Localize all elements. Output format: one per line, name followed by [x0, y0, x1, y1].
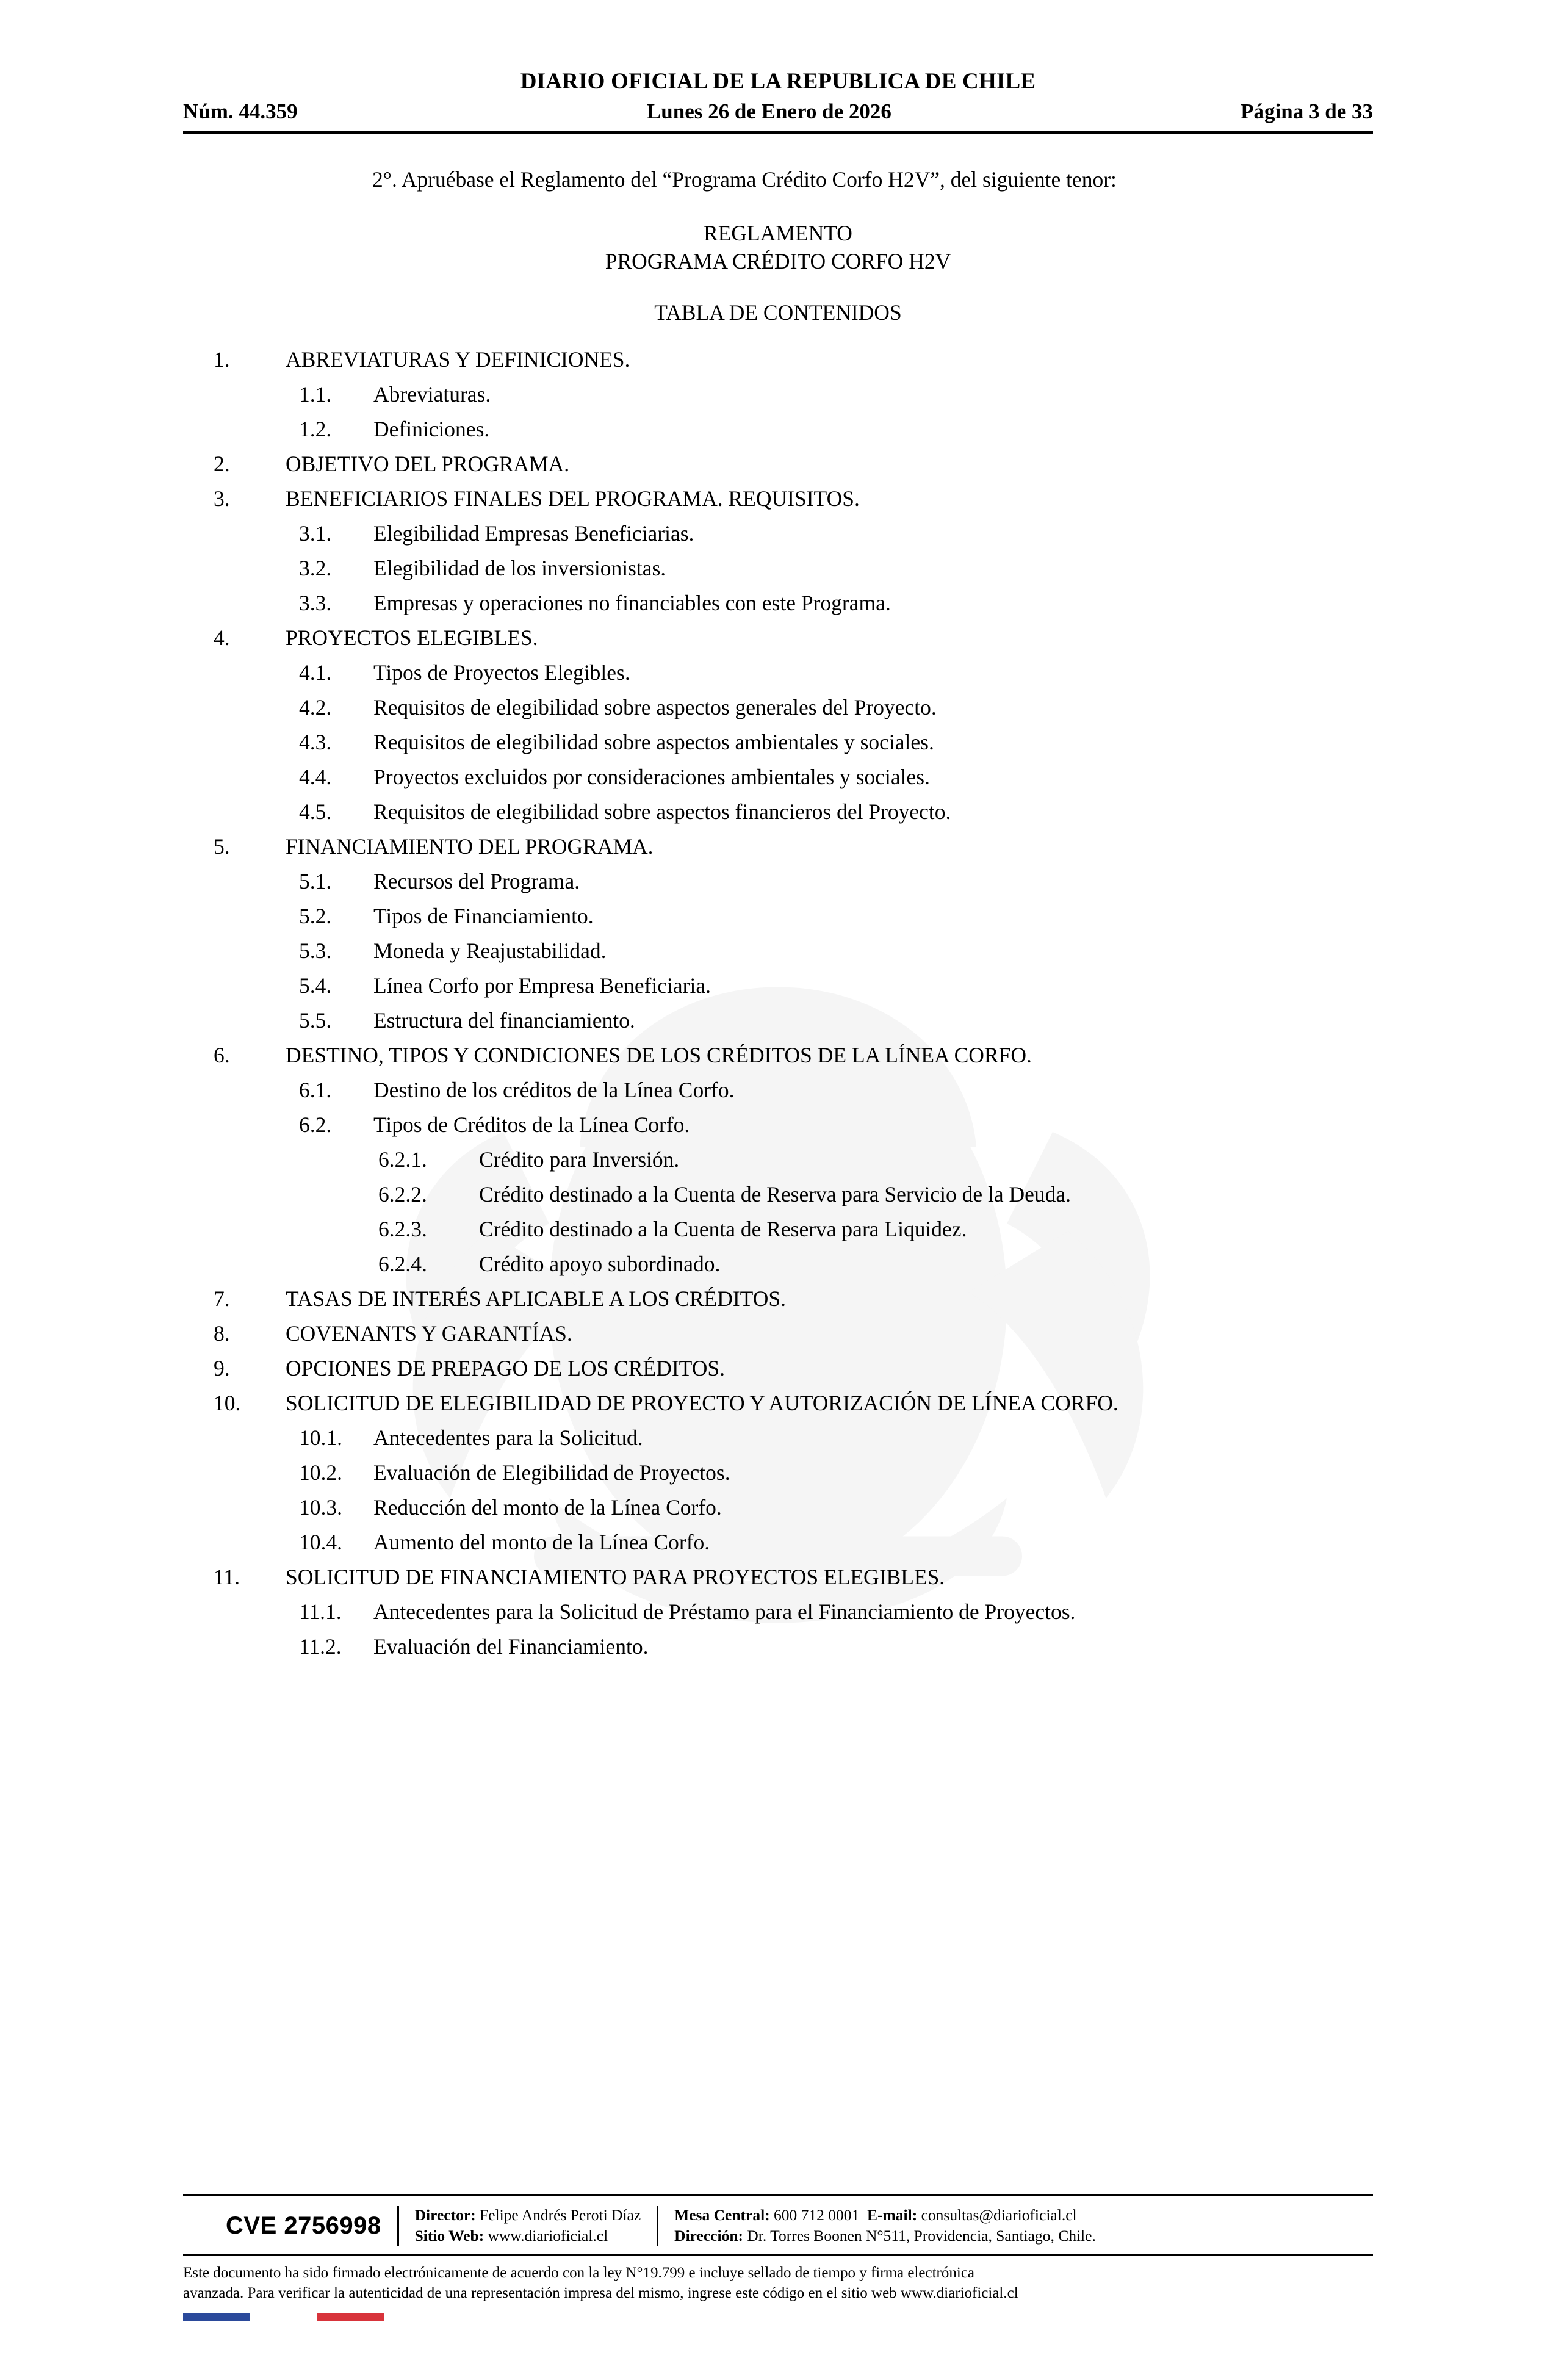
toc-item[interactable]: [183, 1149, 1373, 1171]
toc-item-number: 11.: [214, 1565, 240, 1590]
toc-item-label: Proyectos excluidos por consideraciones ambientales y sociales.: [373, 765, 930, 790]
toc-item-number: 5.1.: [299, 869, 332, 894]
toc-item-label: Elegibilidad de los inversionistas.: [373, 556, 666, 581]
toc-item-label: Crédito apoyo subordinado.: [479, 1252, 721, 1277]
toc-item-number: 6.2.1.: [378, 1147, 427, 1172]
email-value: consultas@diarioficial.cl: [921, 2205, 1077, 2224]
toc-item-number: 4.2.: [299, 695, 332, 720]
toc-item[interactable]: [183, 732, 1373, 754]
director-value: Felipe Andrés Peroti Díaz: [480, 2205, 641, 2224]
toc-item[interactable]: [183, 662, 1373, 684]
toc-item-label: Reducción del monto de la Línea Corfo.: [373, 1495, 722, 1520]
toc-item-label: Antecedentes para la Solicitud de Préstamo para el Financiamiento de Proyectos.: [373, 1599, 1076, 1625]
site-label: Sitio Web:: [414, 2227, 484, 2245]
toc-item-number: 5.5.: [299, 1008, 332, 1033]
table-of-contents: [183, 349, 1373, 1658]
toc-item[interactable]: [183, 1427, 1373, 1449]
toc-item[interactable]: [183, 1010, 1373, 1032]
page-indicator: Página 3 de 33: [1241, 99, 1373, 123]
toc-item[interactable]: [183, 419, 1373, 441]
toc-item-label: BENEFICIARIOS FINALES DEL PROGRAMA. REQUISITOS.: [286, 486, 860, 511]
toc-item-number: 6.1.: [299, 1078, 332, 1103]
signature-note-line-1: Este documento ha sido firmado electrónicamente de acuerdo con la ley N°19.799 e incluye sellado de tiempo y firma electrónica: [183, 2265, 975, 2281]
toc-item-label: OBJETIVO DEL PROGRAMA.: [286, 452, 570, 477]
toc-item-number: 10.3.: [299, 1495, 342, 1520]
toc-item-label: Tipos de Proyectos Elegibles.: [373, 660, 630, 685]
toc-item[interactable]: [183, 1323, 1373, 1345]
heading-line-1: REGLAMENTO: [704, 220, 852, 245]
toc-item[interactable]: [183, 1045, 1373, 1067]
toc-item[interactable]: [183, 1184, 1373, 1206]
chile-flag-bar: [183, 2313, 384, 2321]
toc-item-label: Definiciones.: [373, 417, 490, 442]
toc-item-number: 10.4.: [299, 1530, 342, 1555]
toc-item-number: 10.: [214, 1391, 241, 1416]
toc-item-label: Requisitos de elegibilidad sobre aspectos ambientales y sociales.: [373, 730, 934, 755]
cve-code: CVE 2756998: [226, 2212, 381, 2239]
toc-item-number: 5.: [214, 834, 230, 859]
toc-item-number: 4.1.: [299, 660, 332, 685]
toc-item-label: Crédito para Inversión.: [479, 1147, 680, 1172]
toc-item-number: 4.: [214, 626, 230, 651]
mesa-label: Mesa Central:: [674, 2205, 770, 2224]
toc-item-label: Tipos de Créditos de la Línea Corfo.: [373, 1112, 690, 1138]
toc-item-label: Crédito destinado a la Cuenta de Reserva para Liquidez.: [479, 1217, 967, 1242]
toc-item-label: Evaluación de Elegibilidad de Proyectos.: [373, 1460, 730, 1485]
toc-item-number: 6.2.: [299, 1112, 332, 1138]
toc-item-label: TASAS DE INTERÉS APLICABLE A LOS CRÉDITOS.: [286, 1286, 786, 1311]
toc-item[interactable]: [183, 697, 1373, 719]
toc-item-label: Moneda y Reajustabilidad.: [373, 939, 607, 964]
toc-item-label: Requisitos de elegibilidad sobre aspectos generales del Proyecto.: [373, 695, 937, 720]
toc-item-number: 1.2.: [299, 417, 332, 442]
toc-item-number: 11.2.: [299, 1634, 342, 1659]
mesa-value: 600 712 0001: [774, 2205, 860, 2224]
toc-item-number: 10.1.: [299, 1426, 342, 1451]
toc-item[interactable]: [183, 1114, 1373, 1136]
toc-item[interactable]: [183, 558, 1373, 580]
regulation-heading: [183, 219, 1373, 275]
toc-item-number: 4.3.: [299, 730, 332, 755]
toc-item-number: 2.: [214, 452, 230, 477]
toc-item[interactable]: [183, 1288, 1373, 1310]
toc-item-label: PROYECTOS ELEGIBLES.: [286, 626, 538, 651]
toc-item-number: 11.1.: [299, 1599, 342, 1625]
toc-item[interactable]: [183, 906, 1373, 928]
toc-item-label: Estructura del financiamiento.: [373, 1008, 635, 1033]
toc-item-number: 4.4.: [299, 765, 332, 790]
toc-item[interactable]: [183, 766, 1373, 788]
signature-note: [183, 2256, 1373, 2303]
footer-contact-right: [658, 2205, 1112, 2247]
header-divider: [183, 131, 1373, 134]
toc-item-number: 5.2.: [299, 904, 332, 929]
toc-item-label: Abreviaturas.: [373, 382, 491, 407]
toc-item-number: 7.: [214, 1286, 230, 1311]
toc-item[interactable]: [183, 488, 1373, 510]
flag-red: [317, 2313, 384, 2321]
toc-item-number: 1.1.: [299, 382, 332, 407]
page-header: [183, 0, 1373, 134]
toc-item[interactable]: [183, 384, 1373, 406]
toc-item-number: 6.2.2.: [378, 1182, 427, 1207]
email-label: E-mail:: [867, 2205, 918, 2224]
signature-note-line-2: avanzada. Para verificar la autenticidad de una representación impresa del mismo, ingrese este código en el sitio web www.diarioficial.cl: [183, 2285, 1018, 2301]
toc-item[interactable]: [183, 871, 1373, 893]
document-body: [183, 169, 1373, 1658]
toc-item[interactable]: [183, 453, 1373, 475]
issue-number: Núm. 44.359: [183, 99, 298, 123]
issue-date: Lunes 26 de Enero de 2026: [646, 99, 891, 123]
toc-item-label: Evaluación del Financiamiento.: [373, 1634, 649, 1659]
toc-item-number: 4.5.: [299, 799, 332, 824]
toc-item[interactable]: [183, 593, 1373, 615]
toc-item[interactable]: [183, 349, 1373, 371]
toc-item-label: Línea Corfo por Empresa Beneficiaria.: [373, 973, 711, 998]
toc-item[interactable]: [183, 1393, 1373, 1415]
toc-item[interactable]: [183, 940, 1373, 962]
toc-item-number: 5.4.: [299, 973, 332, 998]
flag-blue: [183, 2313, 250, 2321]
toc-item-number: 3.1.: [299, 521, 332, 546]
toc-item-label: COVENANTS Y GARANTÍAS.: [286, 1321, 572, 1346]
toc-item[interactable]: [183, 1532, 1373, 1554]
toc-item-label: DESTINO, TIPOS Y CONDICIONES DE LOS CRÉDITOS DE LA LÍNEA CORFO.: [286, 1043, 1032, 1068]
toc-item-number: 9.: [214, 1356, 230, 1381]
site-value: www.diarioficial.cl: [488, 2227, 608, 2245]
toc-item-label: Requisitos de elegibilidad sobre aspectos financieros del Proyecto.: [373, 799, 951, 824]
toc-item-number: 1.: [214, 347, 230, 372]
toc-item-label: ABREVIATURAS Y DEFINICIONES.: [286, 347, 630, 372]
direccion-label: Dirección:: [674, 2227, 743, 2245]
toc-item[interactable]: [183, 1080, 1373, 1102]
toc-item-label: SOLICITUD DE FINANCIAMIENTO PARA PROYECTOS ELEGIBLES.: [286, 1565, 945, 1590]
publication-title: DIARIO OFICIAL DE LA REPUBLICA DE CHILE: [520, 69, 1036, 94]
toc-item[interactable]: [183, 1567, 1373, 1588]
toc-item[interactable]: [183, 523, 1373, 545]
toc-item[interactable]: [183, 1497, 1373, 1519]
toc-item-label: FINANCIAMIENTO DEL PROGRAMA.: [286, 834, 654, 859]
toc-item-label: Destino de los créditos de la Línea Corfo.: [373, 1078, 735, 1103]
toc-item-number: 6.2.4.: [378, 1252, 427, 1277]
toc-item-label: Recursos del Programa.: [373, 869, 580, 894]
toc-title: TABLA DE CONTENIDOS: [654, 300, 902, 325]
toc-item-label: SOLICITUD DE ELEGIBILIDAD DE PROYECTO Y AUTORIZACIÓN DE LÍNEA CORFO.: [286, 1391, 1118, 1416]
intro-paragraph: 2°. Apruébase el Reglamento del “Programa Crédito Corfo H2V”, del siguiente tenor:: [372, 167, 1117, 192]
toc-item[interactable]: [183, 836, 1373, 858]
toc-item[interactable]: [183, 1601, 1373, 1623]
toc-item[interactable]: [183, 1358, 1373, 1380]
toc-item[interactable]: [183, 801, 1373, 823]
toc-item[interactable]: [183, 627, 1373, 649]
toc-item-number: 3.3.: [299, 591, 332, 616]
toc-item-label: Empresas y operaciones no financiables con este Programa.: [373, 591, 891, 616]
toc-item-label: Antecedentes para la Solicitud.: [373, 1426, 643, 1451]
director-label: Director:: [414, 2205, 476, 2224]
toc-item[interactable]: [183, 1462, 1373, 1484]
toc-item-label: Crédito destinado a la Cuenta de Reserva para Servicio de la Deuda.: [479, 1182, 1071, 1207]
toc-item[interactable]: [183, 1219, 1373, 1241]
toc-item[interactable]: [183, 1636, 1373, 1658]
toc-item[interactable]: [183, 1253, 1373, 1275]
footer-main-row: [183, 2196, 1373, 2253]
toc-item[interactable]: [183, 975, 1373, 997]
toc-item-label: Elegibilidad Empresas Beneficiarias.: [373, 521, 694, 546]
direccion-value: Dr. Torres Boonen N°511, Providencia, Santiago, Chile.: [747, 2227, 1096, 2245]
toc-item-number: 6.: [214, 1043, 230, 1068]
toc-item-label: OPCIONES DE PREPAGO DE LOS CRÉDITOS.: [286, 1356, 725, 1381]
toc-item-label: Tipos de Financiamiento.: [373, 904, 594, 929]
toc-item-label: Aumento del monto de la Línea Corfo.: [373, 1530, 710, 1555]
toc-item-number: 6.2.3.: [378, 1217, 427, 1242]
toc-item-number: 3.: [214, 486, 230, 511]
heading-line-2: PROGRAMA CRÉDITO CORFO H2V: [605, 248, 951, 273]
flag-white: [250, 2313, 317, 2321]
toc-item-number: 10.2.: [299, 1460, 342, 1485]
header-meta-row: [183, 99, 1373, 124]
page-footer: [183, 2194, 1373, 2321]
toc-item-number: 5.3.: [299, 939, 332, 964]
toc-item-number: 3.2.: [299, 556, 332, 581]
toc-item-number: 8.: [214, 1321, 230, 1346]
footer-contact-left: [399, 2205, 657, 2247]
